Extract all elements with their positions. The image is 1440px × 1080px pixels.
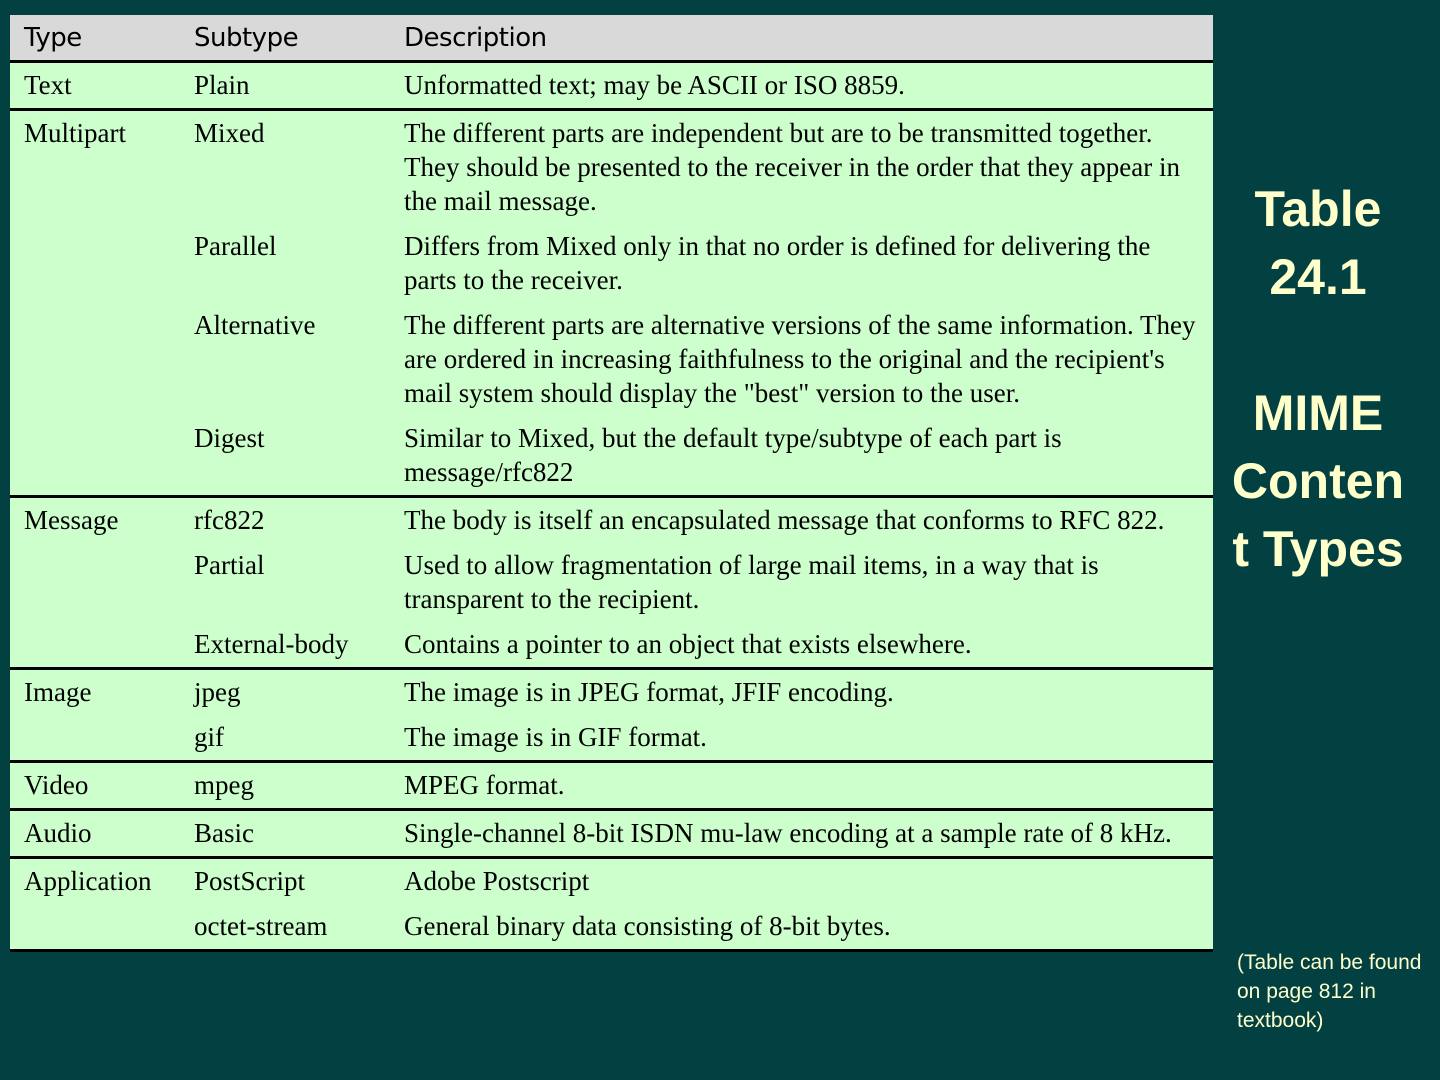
title-line: MIME — [1252, 385, 1384, 441]
table-row — [10, 543, 1213, 622]
slide-title — [1213, 175, 1423, 583]
subtype-cell: octet-stream — [184, 904, 390, 951]
table-row — [10, 715, 1213, 762]
subtype-cell: Plain — [184, 62, 390, 110]
title-line: 24.1 — [1269, 249, 1367, 305]
subtype-cell: Alternative — [194, 310, 316, 340]
subtype-cell: Basic — [184, 810, 390, 858]
type-cell: Multipart — [10, 110, 184, 225]
description-cell: General binary data consisting of 8-bit bytes. — [390, 904, 1213, 951]
type-cell: Audio — [10, 810, 184, 858]
table-row — [10, 110, 1213, 225]
type-cell: Application — [10, 858, 184, 905]
table-row — [10, 669, 1213, 716]
type-cell — [10, 416, 184, 497]
description-cell: Used to allow fragmentation of large mail items, in a way that is transparent to the recipient. — [404, 550, 1099, 614]
description-cell: The image is in GIF format. — [404, 722, 707, 752]
description-cell: Unformatted text; may be ASCII or ISO 8859. — [390, 62, 1213, 110]
type-cell — [10, 303, 184, 416]
table-body — [10, 62, 1213, 951]
table-row — [10, 810, 1213, 858]
table-row — [10, 858, 1213, 905]
description-cell: Single-channel 8-bit ISDN mu-law encoding at a sample rate of 8 kHz. — [390, 810, 1213, 858]
type-cell — [10, 904, 184, 951]
type-cell — [10, 715, 184, 762]
description-cell: The image is in JPEG format, JFIF encoding. — [390, 669, 1213, 716]
table-row — [10, 224, 1213, 303]
table-header-row — [10, 15, 1213, 62]
description-cell: The different parts are independent but are to be transmitted together. They should be presented to the receiver in the order that they appear in the mail message. — [390, 110, 1213, 225]
header-description: Description — [390, 15, 1213, 62]
subtype-cell: jpeg — [184, 669, 390, 716]
table-row — [10, 497, 1213, 544]
description-cell: Contains a pointer to an object that exists elsewhere. — [404, 629, 972, 659]
table-row — [10, 416, 1213, 497]
description-cell: The body is itself an encapsulated message that conforms to RFC 822. — [390, 497, 1213, 544]
table-row — [10, 904, 1213, 951]
subtype-cell: Digest — [194, 423, 265, 453]
description-cell: Similar to Mixed, but the default type/subtype of each part is message/rfc822 — [404, 423, 1062, 487]
table-row — [10, 622, 1213, 669]
title-line: Conten — [1231, 453, 1405, 509]
subtype-cell: External-body — [194, 629, 349, 659]
description-cell: The different parts are alternative versions of the same information. They are ordered in increasing faithfulness to the original and the recipient's mail system should display the "best" version to the user. — [404, 310, 1196, 408]
table-row — [10, 762, 1213, 810]
type-cell: Message — [10, 497, 184, 544]
subtype-cell: Partial — [194, 550, 265, 580]
mime-content-types-table — [10, 15, 1213, 952]
type-cell — [10, 224, 184, 303]
header-subtype: Subtype — [184, 15, 390, 62]
description-cell: Differs from Mixed only in that no order is defined for delivering the parts to the receiver. — [404, 231, 1151, 295]
table-row — [10, 303, 1213, 416]
title-line: Table — [1254, 181, 1382, 237]
description-cell: MPEG format. — [390, 762, 1213, 810]
footnote-text: (Table can be found on page 812 in textbook) — [1237, 951, 1422, 1032]
subtype-cell: Parallel — [194, 231, 277, 261]
title-line: t Types — [1232, 521, 1404, 577]
type-cell: Video — [10, 762, 184, 810]
header-type: Type — [10, 15, 184, 62]
type-cell — [10, 622, 184, 669]
description-cell: Adobe Postscript — [390, 858, 1213, 905]
type-cell — [10, 543, 184, 622]
subtype-cell: PostScript — [184, 858, 390, 905]
subtype-cell: Mixed — [184, 110, 390, 225]
subtype-cell: mpeg — [184, 762, 390, 810]
type-cell: Image — [10, 669, 184, 716]
type-cell: Text — [10, 62, 184, 110]
subtype-cell: gif — [194, 722, 224, 752]
subtype-cell: rfc822 — [184, 497, 390, 544]
table-row — [10, 62, 1213, 110]
